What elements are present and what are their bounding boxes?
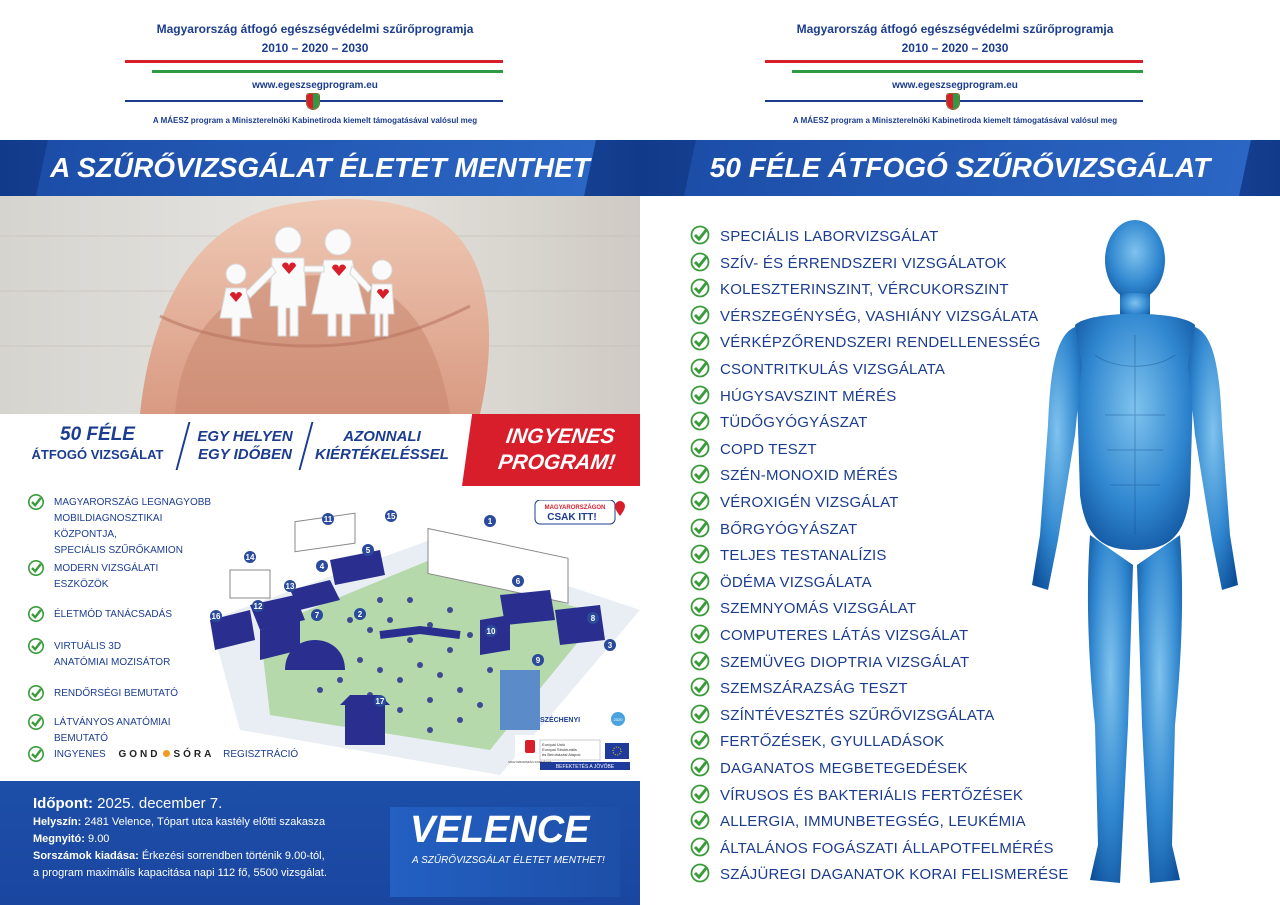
key-facts-stripe	[0, 414, 640, 476]
fact-instant-line2: KIÉRTÉKELÉSSEL	[315, 446, 449, 463]
green-rule	[152, 70, 503, 73]
screening-item-label: ALLERGIA, IMMUNBETEGSÉG, LEUKÉMIA	[720, 813, 1026, 831]
check-icon	[690, 784, 710, 804]
check-icon	[690, 730, 710, 750]
feature-label: MODERN VIZSGÁLATI ESZKÖZÖK	[54, 563, 159, 590]
program-url[interactable]: www.egeszsegprogram.eu	[252, 80, 378, 91]
check-icon	[690, 411, 710, 431]
left-banner-title: A SZŰRŐVIZSGÁLAT ÉLETET MENTHET	[50, 152, 590, 183]
svg-text:BEFEKTETÉS A JÖVŐBE: BEFEKTETÉS A JÖVŐBE	[555, 764, 615, 770]
screening-item-label: SZÁJÜREGI DAGANATOK KORAI FELISMERÉSE	[720, 866, 1069, 884]
check-icon	[690, 863, 710, 883]
check-icon	[690, 252, 710, 272]
screening-item-label: DAGANATOS MEGBETEGEDÉSEK	[720, 760, 968, 777]
red-rule	[125, 60, 503, 63]
fact-50-types-sub: ÁTFOGÓ VIZSGÁLAT	[31, 447, 164, 462]
gondosora-post: REGISZTRÁCIÓ	[223, 749, 299, 760]
svg-text:16: 16	[211, 612, 221, 621]
check-icon	[690, 225, 710, 245]
screening-item-label: SZÉN-MONOXID MÉRÉS	[720, 467, 898, 485]
screening-item-label: VÍRUSOS ÉS BAKTERIÁLIS FERTŐZÉSEK	[720, 786, 1024, 804]
program-years: 2010 – 2020 – 2030	[261, 41, 369, 55]
screening-item-label: SZÍV- ÉS ÉRRENDSZERI VIZSGÁLATOK	[720, 254, 1007, 272]
check-icon	[690, 704, 710, 724]
csak-itt-badge	[535, 500, 625, 524]
check-icon	[690, 385, 710, 405]
city-name: VELENCE	[410, 809, 590, 851]
fact-separator	[176, 422, 191, 470]
hands-family-illustration	[0, 196, 640, 414]
check-icon	[690, 464, 710, 484]
event-opening-line: Megnyitó: 9.00	[33, 833, 110, 845]
check-icon	[28, 638, 44, 654]
svg-text:10: 10	[486, 627, 496, 636]
check-icon	[690, 677, 710, 697]
event-venue-line: Helyszín: 2481 Velence, Tópart utca kastély előtti szakasza	[33, 816, 326, 828]
red-rule	[765, 60, 1143, 63]
right-banner-title: 50 FÉLE ÁTFOGÓ SZŰRŐVIZSGÁLAT	[709, 152, 1211, 183]
check-icon	[690, 331, 710, 351]
gondosora-brand-2: SÓRA	[173, 749, 215, 760]
svg-text:Európai Strukturális: Európai Strukturális	[542, 747, 577, 752]
check-icon	[690, 518, 710, 538]
program-url[interactable]: www.egeszsegprogram.eu	[892, 80, 1018, 91]
screening-item-label: SZEMNYOMÁS VIZSGÁLAT	[720, 600, 917, 618]
screening-item-label: SZEMÜVEG DIOPTRIA VIZSGÁLAT	[720, 653, 970, 671]
free-program-badge	[462, 414, 640, 486]
screening-item-label: TÜDŐGYÓGYÁSZAT	[720, 414, 868, 432]
svg-text:11: 11	[323, 515, 333, 524]
feature-label: LÁTVÁNYOS ANATÓMIAI BEMUTATÓ	[54, 717, 171, 744]
check-icon	[690, 810, 710, 830]
program-years: 2010 – 2020 – 2030	[901, 41, 1009, 55]
check-icon	[28, 606, 44, 622]
sponsor-note: A MÁESZ program a Miniszterelnöki Kabinetiroda kiemelt támogatásával valósul meg	[792, 116, 1118, 125]
svg-text:3: 3	[607, 641, 613, 650]
check-icon	[690, 544, 710, 564]
svg-text:12: 12	[253, 602, 263, 611]
svg-text:CSAK ITT!: CSAK ITT!	[547, 512, 597, 523]
program-title: Magyarország átfogó egészségvédelmi szűrőprogramja	[156, 22, 474, 36]
screening-item-label: VÉRKÉPZŐRENDSZERI RENDELLENESSÉG	[720, 334, 1041, 352]
svg-text:14: 14	[245, 553, 255, 562]
svg-text:17: 17	[375, 697, 385, 706]
svg-text:15: 15	[386, 512, 396, 521]
szechenyi-logo	[540, 712, 625, 726]
fact-one-place	[190, 428, 300, 464]
free-badge-line1: INGYENES	[504, 425, 617, 448]
event-footer	[0, 781, 640, 905]
check-icon	[690, 278, 710, 298]
screening-item-label: FERTŐZÉSEK, GYULLADÁSOK	[720, 733, 945, 751]
screening-item-label: BŐRGYÓGYÁSZAT	[720, 520, 858, 538]
feature-label: RENDŐRSÉGI BEMUTATÓ	[54, 688, 179, 699]
screening-item-label: COMPUTERES LÁTÁS VIZSGÁLAT	[720, 627, 969, 644]
check-icon	[690, 651, 710, 671]
svg-text:5: 5	[365, 546, 371, 555]
program-title: Magyarország átfogó egészségvédelmi szűrőprogramja	[796, 22, 1114, 36]
human-body-illustration	[1020, 205, 1250, 895]
screening-item-label: TELJES TESTANALÍZIS	[720, 547, 887, 565]
screening-item-label: SZEMSZÁRAZSÁG TESZT	[720, 680, 908, 698]
fact-instant	[312, 428, 452, 464]
city-slogan: A SZŰRŐVIZSGÁLAT ÉLETET MENTHET!	[412, 855, 605, 866]
svg-text:7: 7	[314, 611, 320, 620]
event-capacity-line: a program maximális kapacitása napi 112 fő, 5500 vizsgálat.	[33, 867, 327, 879]
eu-funding-logos	[508, 735, 640, 773]
screening-item-label: KOLESZTERINSZINT, VÉRCUKORSZINT	[720, 281, 1009, 299]
screening-item-label: VÉRSZEGÉNYSÉG, VASHIÁNY VIZSGÁLATA	[720, 307, 1039, 325]
svg-text:1: 1	[487, 517, 493, 526]
free-badge-line2: PROGRAM!	[496, 451, 617, 474]
fact-50-types	[20, 424, 175, 464]
human-body-figure	[1020, 205, 1250, 895]
check-icon	[28, 494, 44, 510]
fact-one-place-line2: EGY IDŐBEN	[198, 446, 292, 463]
check-icon	[690, 358, 710, 378]
feature-label: VIRTUÁLIS 3D ANATÓMIAI MOZISÁTOR	[54, 641, 171, 668]
svg-text:9: 9	[535, 656, 541, 665]
fact-one-place-line1: EGY HELYEN	[197, 428, 293, 445]
program-header	[0, 0, 640, 140]
screening-item-label: HÚGYSAVSZINT MÉRÉS	[720, 387, 897, 405]
venue-map	[200, 500, 640, 780]
left-banner	[0, 140, 640, 196]
check-icon	[690, 491, 710, 511]
screening-item-label: CSONTRITKULÁS VIZSGÁLATA	[720, 361, 946, 378]
screening-item-label: VÉROXIGÉN VIZSGÁLAT	[720, 494, 899, 511]
event-info	[33, 794, 363, 882]
gondosora-dot-icon	[163, 750, 170, 757]
venue-map-illustration	[200, 500, 640, 780]
event-date-line: Időpont: 2025. december 7.	[33, 795, 223, 812]
check-icon	[28, 714, 44, 730]
svg-text:2020: 2020	[613, 717, 623, 722]
hungarian-crest-icon	[946, 93, 960, 110]
check-icon	[28, 560, 44, 576]
hands-family-photo	[0, 196, 640, 414]
gondosora-brand-1: GOND	[118, 749, 161, 760]
feature-label: ÉLETMÓD TANÁCSADÁS	[54, 609, 172, 620]
svg-text:SZÉCHENYI: SZÉCHENYI	[540, 717, 581, 724]
check-icon	[28, 746, 44, 762]
svg-text:4: 4	[319, 562, 325, 571]
screening-item-label: ÖDÉMA VIZSGÁLATA	[720, 573, 872, 591]
svg-text:MAGYARORSZÁG KORMÁNYA: MAGYARORSZÁG KORMÁNYA	[508, 760, 552, 764]
svg-text:8: 8	[590, 614, 596, 623]
svg-text:és Beruházási Alapok: és Beruházási Alapok	[542, 752, 581, 757]
program-header-right	[640, 0, 1280, 140]
check-icon	[690, 438, 710, 458]
fact-instant-line1: AZONNALI	[343, 428, 421, 445]
right-banner	[640, 140, 1280, 196]
svg-text:6: 6	[515, 577, 521, 586]
feature-label: MAGYARORSZÁG LEGNAGYOBB MOBILDIAGNOSZTIKAI KÖZPONTJA, SPECIÁLIS SZŰRŐKAMION	[54, 497, 212, 556]
svg-text:Európai Unió: Európai Unió	[542, 742, 566, 747]
check-icon	[690, 837, 710, 857]
screening-item-label: COPD TESZT	[720, 440, 817, 458]
svg-text:13: 13	[285, 582, 295, 591]
right-page	[640, 0, 1280, 905]
check-icon	[690, 757, 710, 777]
check-icon	[690, 624, 710, 644]
check-icon	[690, 597, 710, 617]
green-rule	[792, 70, 1143, 73]
screening-item-label: SPECIÁLIS LABORVIZSGÁLAT	[720, 228, 939, 245]
svg-text:MAGYARORSZÁGON: MAGYARORSZÁGON	[544, 505, 606, 511]
check-icon	[690, 305, 710, 325]
hungarian-crest-icon	[306, 93, 320, 110]
screening-item-label: SZÍNTÉVESZTÉS SZŰRŐVIZSGÁLATA	[720, 706, 995, 724]
check-icon	[690, 571, 710, 591]
sponsor-note: A MÁESZ program a Miniszterelnöki Kabinetiroda kiemelt támogatásával valósul meg	[152, 116, 478, 125]
gondosora-pre: INGYENES	[54, 749, 106, 760]
event-tickets-line: Sorszámok kiadása: Érkezési sorrendben történik 9.00-tól,	[33, 850, 325, 862]
check-icon	[28, 685, 44, 701]
fact-50-types-headline: 50 FÉLE	[60, 424, 135, 445]
screening-item-label: ÁLTALÁNOS FOGÁSZATI ÁLLAPOTFELMÉRÉS	[720, 839, 1054, 857]
svg-text:2: 2	[357, 610, 363, 619]
